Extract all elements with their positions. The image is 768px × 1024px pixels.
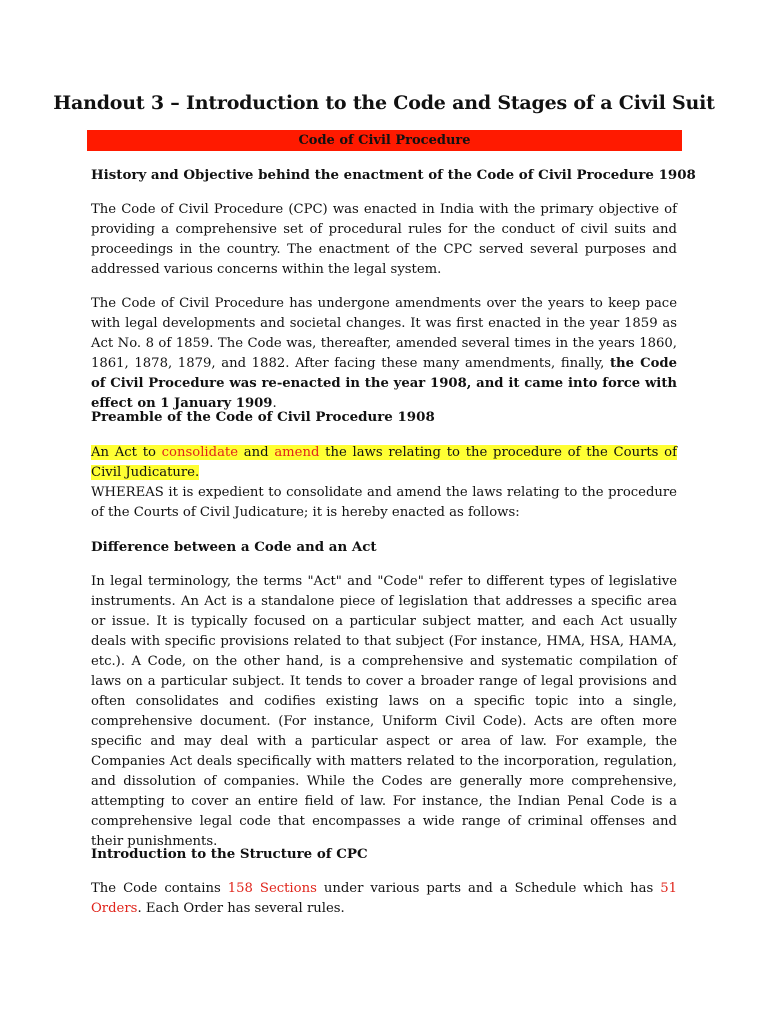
preamble-text-2: and (238, 445, 275, 460)
whereas-text: WHEREAS it is expedient to consolidate and amend the laws relating to the procedure of the Courts of Civil Judicature; it is hereby enacted as follows: (91, 485, 677, 520)
difference-paragraph: In legal terminology, the terms "Act" and "Code" refer to different types of legislative instruments. An Act is a standalone piece of legislation that addresses a specific area or issue. It is typically focused on a particular subject matter, and each Act usually deals with specific provisions related to that subject (For instance, HMA, HSA, HAMA, etc.). A Code, on the other hand, is a comprehensive and systematic compilation of laws on a particular subject. It tends to cover a broader range of legal provisions and often consolidates and codifies existing laws on a specific topic into a single, comprehensive document. (For instance, Uniform Civil Code). Acts are often more specific and may deal with a particular aspect or area of law. For example, the Companies Act deals specifically with matters related to the incorporation, regulation, and dissolution of companies. While the Codes are generally more comprehensive, attempting to cover an entire field of law. For instance, the Indian Penal Code is a comprehensive legal code that encompasses a wide range of criminal offenses and their punishments. (91, 574, 677, 849)
preamble-heading: Preamble of the Code of Civil Procedure 1908 (91, 409, 435, 425)
orders-count: 51 Orders (91, 881, 678, 916)
structure-text-2: under various parts and a Schedule which has (316, 881, 661, 896)
sections-count: 158 Sections (227, 881, 317, 896)
history-heading: History and Objective behind the enactment of the Code of Civil Procedure 1908 (91, 167, 696, 183)
history-paragraph-2-bold: the Code of Civil Procedure was re-enacted in the year 1908, and it came into force with effect on 1 January 1909 (91, 356, 677, 411)
structure-text-3: . Each Order has several rules. (137, 901, 345, 916)
history-paragraph-1: The Code of Civil Procedure (CPC) was enacted in India with the primary objective of providing a comprehensive set of procedural rules for the conduct of civil suits and proceedings in the country. The enactment of the CPC served several purposes and addressed various concerns within the legal system. (91, 202, 677, 277)
difference-heading: Difference between a Code and an Act (91, 539, 377, 555)
preamble-text-3: the laws relating to the procedure of the Courts of Civil Judicature. (91, 445, 677, 480)
document-title: Handout 3 – Introduction to the Code and Stages of a Civil Suit (53, 92, 715, 114)
amend-word: amend (274, 445, 320, 460)
structure-paragraph (91, 879, 677, 919)
structure-heading: Introduction to the Structure of CPC (91, 846, 368, 862)
section-banner: Code of Civil Procedure (87, 130, 682, 151)
history-paragraph-2-end: . (272, 396, 277, 411)
history-paragraph-2-text: The Code of Civil Procedure has undergone amendments over the years to keep pace with legal developments and societal changes. It was first enacted in the year 1859 as Act No. 8 of 1859. The Code was, thereafter, amended several times in the years 1860, 1861, 1878, 1879, and 1882. After facing these many amendments, finally, (91, 296, 677, 371)
preamble-paragraph (91, 443, 677, 523)
consolidate-word: consolidate (161, 445, 239, 460)
structure-text-1: The Code contains (91, 881, 228, 896)
preamble-highlight (91, 445, 677, 480)
preamble-text-1: An Act to (91, 445, 162, 460)
history-paragraph-2 (91, 294, 677, 414)
